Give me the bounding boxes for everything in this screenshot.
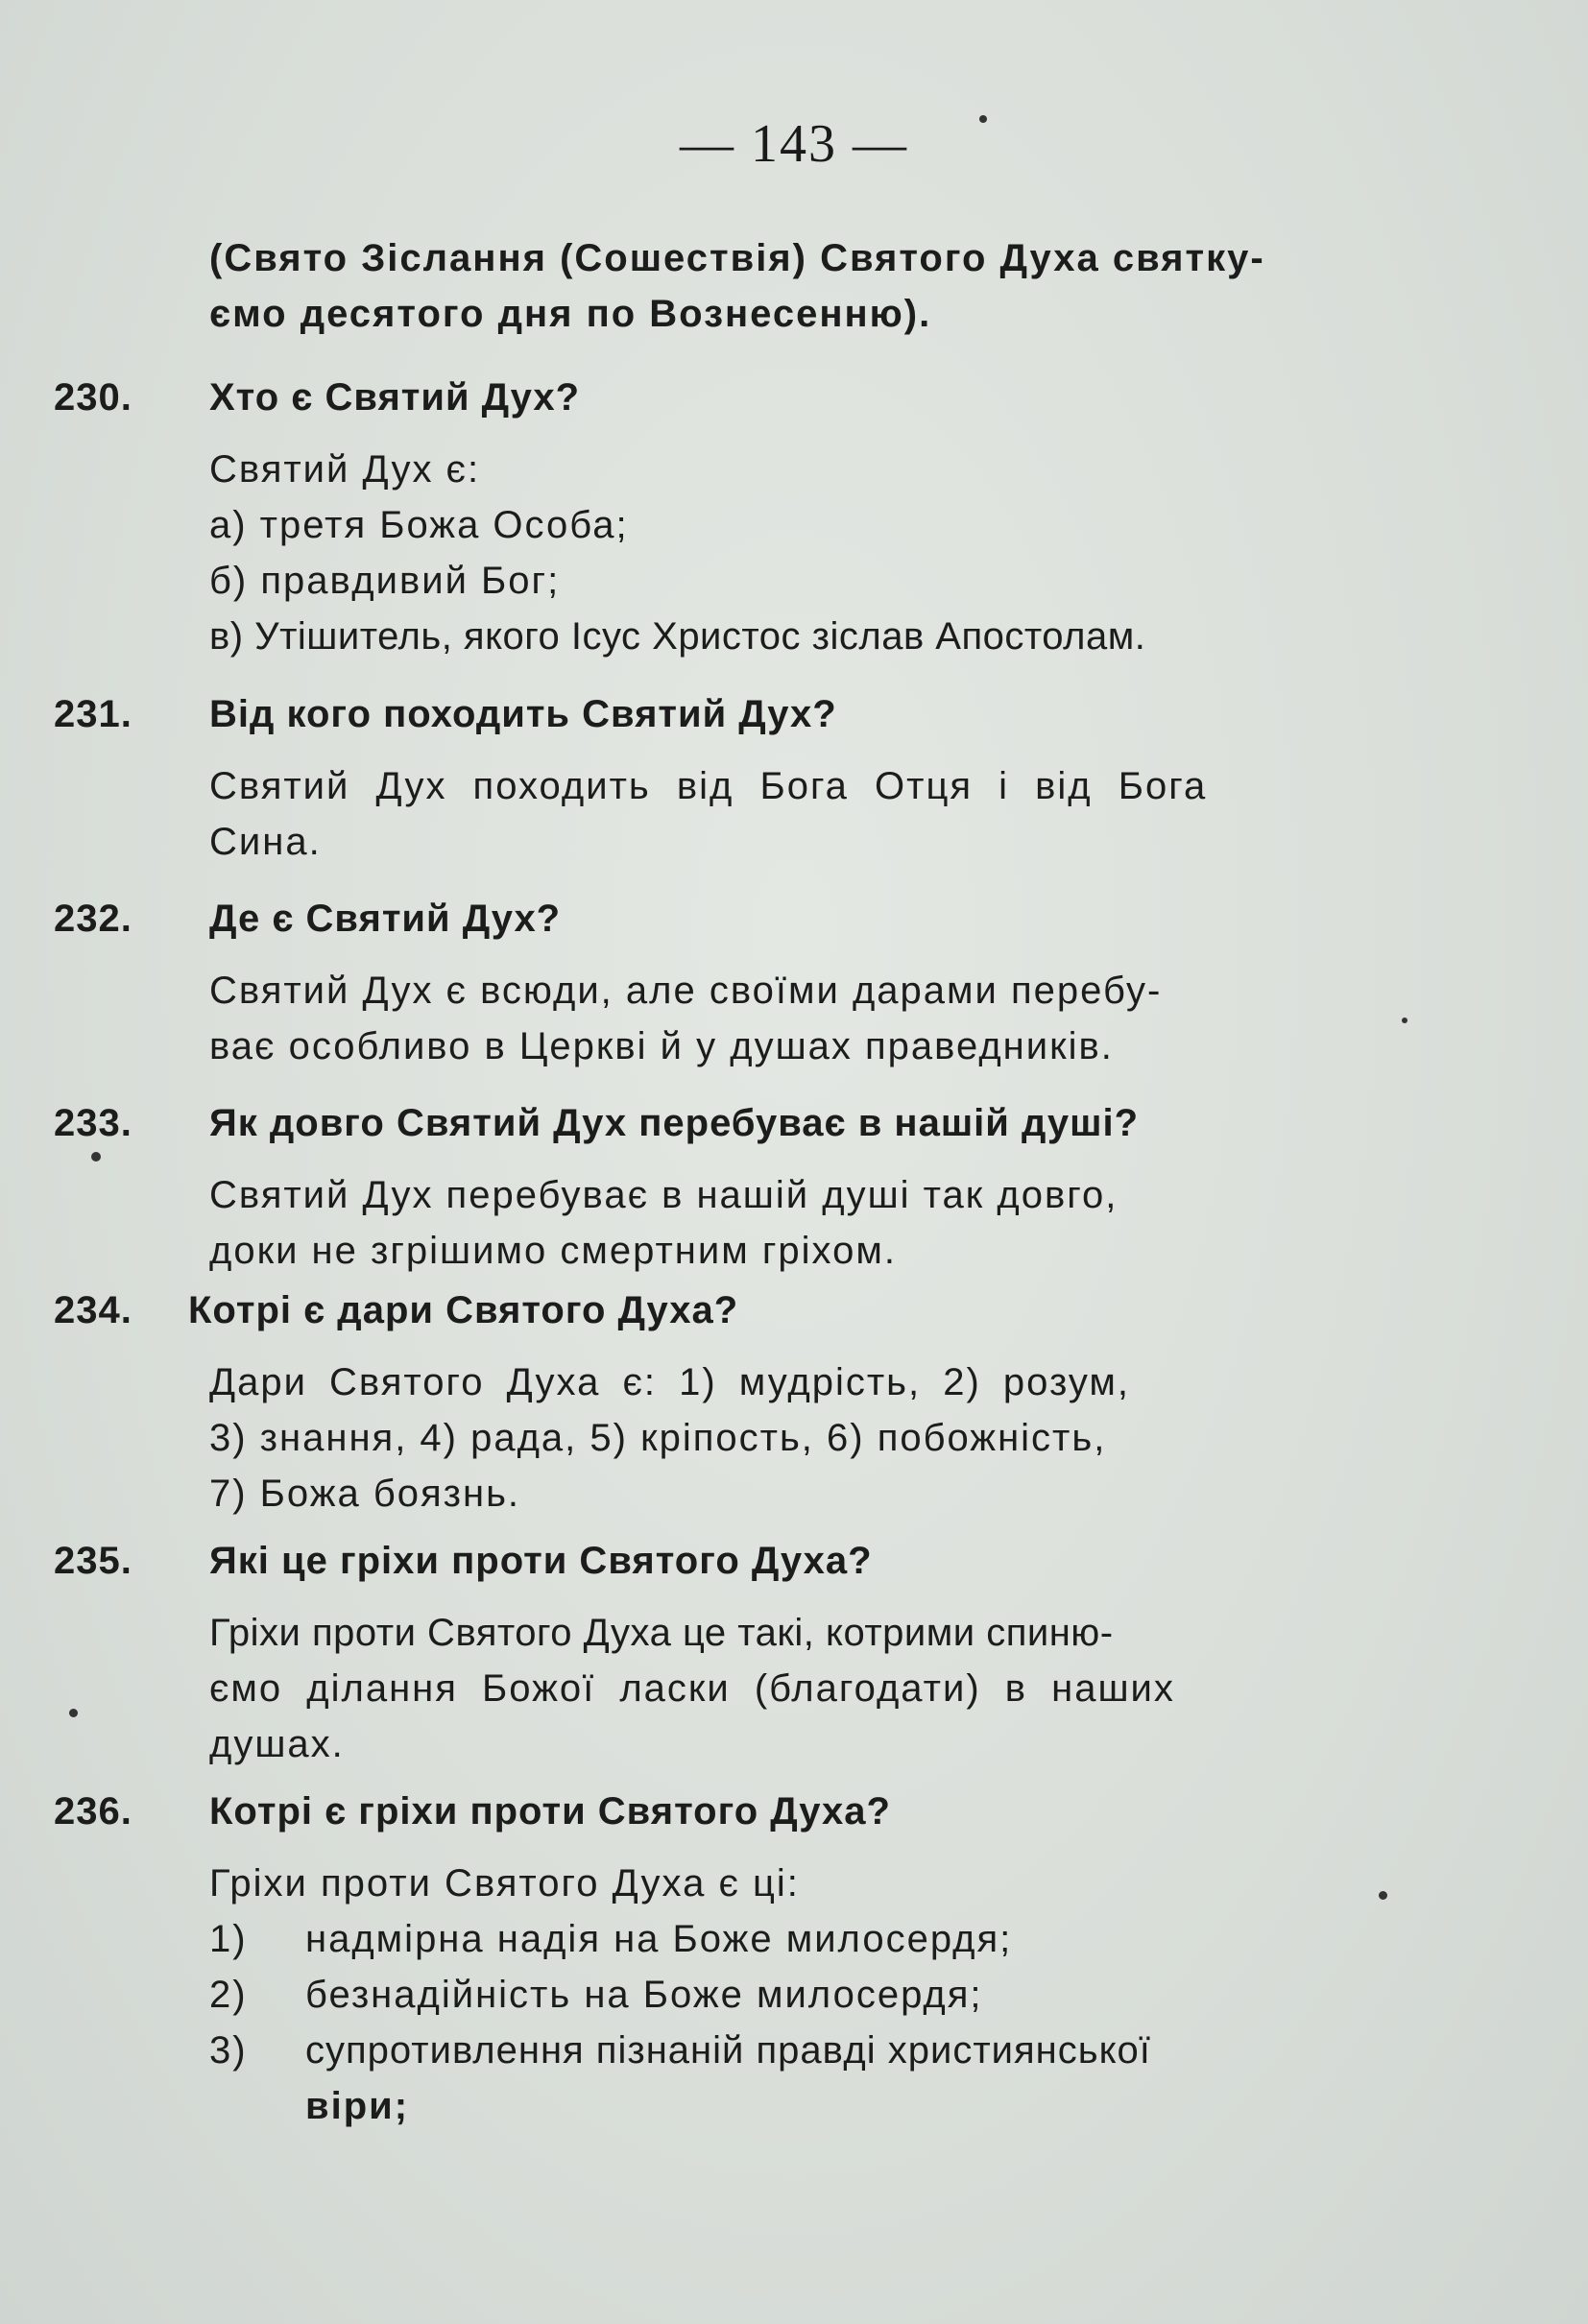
answer xyxy=(209,963,1390,1074)
answer-line: Дари Святого Духа є: 1) мудрість, 2) розум, xyxy=(209,1361,1131,1403)
answer-line: ємо ділання Божої ласки (благодати) в наших xyxy=(209,1667,1175,1710)
list-item xyxy=(209,2023,1390,2078)
answer-line: ває особливо в Церкві й у душах праведників. xyxy=(209,1025,1114,1067)
list-number: 2) xyxy=(209,1974,248,2016)
answer-line: Гріхи проти Святого Духа це такі, котрими спиню- xyxy=(209,1612,1114,1654)
answer xyxy=(209,1354,1390,1521)
list-number: 3) xyxy=(209,2029,248,2072)
page-number: — 143 — xyxy=(680,114,908,174)
question-text: Як довго Святий Дух перебуває в нашій душі? xyxy=(209,1102,1139,1144)
question-number: 234. xyxy=(54,1289,132,1331)
question-number: 236. xyxy=(54,1790,132,1833)
answer xyxy=(209,1167,1390,1279)
list-text: віри; xyxy=(305,2085,410,2127)
question-text: Котрі є гріхи проти Святого Духа? xyxy=(209,1790,891,1833)
answer-line: б) правдивий Бог; xyxy=(209,560,561,602)
list-text: надмірна надія на Боже милосердя; xyxy=(305,1918,1013,1960)
print-speck xyxy=(1379,1891,1387,1900)
answer-line: 7) Божа боязнь. xyxy=(209,1473,521,1515)
answer-line: Гріхи проти Святого Духа є ці: xyxy=(209,1862,800,1905)
question-text: Хто є Святий Дух? xyxy=(209,376,581,419)
list-text: безнадійність на Боже милосердя; xyxy=(305,1974,983,2016)
answer xyxy=(209,1605,1390,1772)
answer-line: Святий Дух є всюди, але своїми дарами перебу- xyxy=(209,970,1163,1012)
intro-paragraph xyxy=(209,230,1409,342)
question-text: Які це гріхи проти Святого Духа? xyxy=(209,1540,873,1582)
list-item xyxy=(209,1967,1390,2023)
list-item xyxy=(209,1911,1390,1967)
question-text: Котрі є дари Святого Духа? xyxy=(188,1289,739,1331)
question-number: 231. xyxy=(54,693,132,735)
intro-line: ємо десятого дня по Вознесенню). xyxy=(209,293,932,335)
list-number: 1) xyxy=(209,1918,248,1960)
answer xyxy=(209,442,1390,664)
question-text: Від кого походить Святий Дух? xyxy=(209,693,837,735)
answer-line: Святий Дух є: xyxy=(209,448,481,491)
answer-line: Святий Дух перебуває в нашій душі так довго, xyxy=(209,1174,1119,1216)
print-speck xyxy=(69,1709,78,1717)
question-text: Де є Святий Дух? xyxy=(209,898,562,940)
answer xyxy=(209,758,1390,870)
print-speck xyxy=(979,115,987,123)
answer-line: 3) знання, 4) рада, 5) кріпость, 6) побожність, xyxy=(209,1417,1107,1459)
list-text: супротивлення пізнаній правді християнської xyxy=(305,2029,1151,2072)
question-number: 230. xyxy=(54,376,132,419)
question-number: 233. xyxy=(54,1102,132,1144)
print-speck xyxy=(91,1152,101,1162)
question-number: 235. xyxy=(54,1540,132,1582)
answer xyxy=(209,1856,1390,2134)
print-speck xyxy=(1402,1018,1408,1023)
answer-line: душах. xyxy=(209,1723,345,1765)
answer-line: а) третя Божа Особа; xyxy=(209,504,629,546)
answer-line: доки не згрішимо смертним гріхом. xyxy=(209,1230,897,1272)
answer-line: Сина. xyxy=(209,821,322,863)
answer-line: в) Утішитель, якого Ісус Христос зіслав Апостолам. xyxy=(209,615,1146,658)
question-number: 232. xyxy=(54,898,132,940)
answer-line: Святий Дух походить від Бога Отця і від Бога xyxy=(209,765,1208,807)
list-item xyxy=(209,2078,1390,2134)
intro-line: (Свято Зіслання (Сошествія) Святого Духа святку- xyxy=(209,237,1265,279)
